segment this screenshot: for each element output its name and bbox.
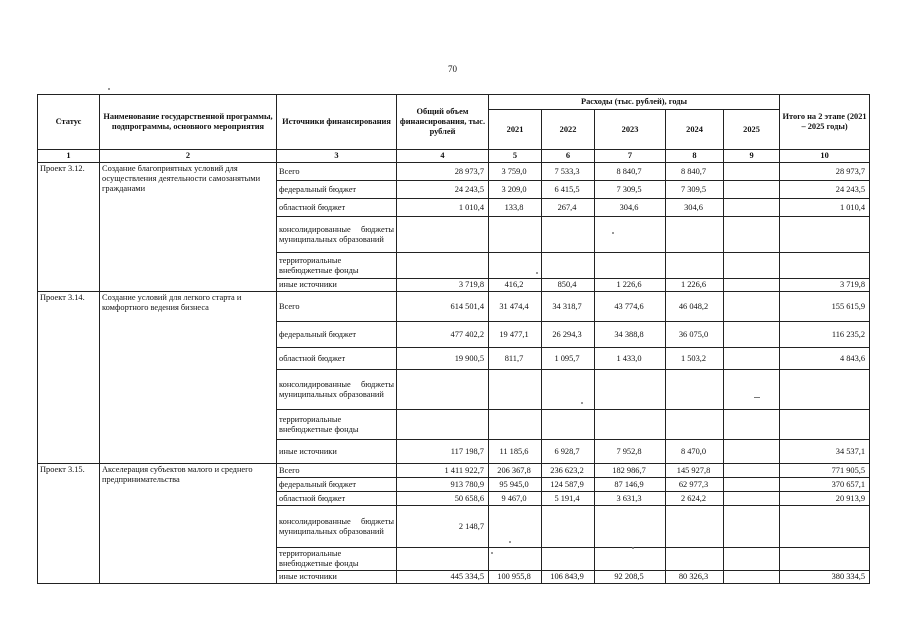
year-2023-cell: 34 388,8 <box>595 322 666 348</box>
stage-total-cell: 155 615,9 <box>780 292 870 322</box>
source-cell: консолидированные бюджеты муниципальных образований <box>277 506 397 548</box>
total-cell: 445 334,5 <box>397 571 489 584</box>
year-2023-cell <box>595 217 666 253</box>
total-cell: 1 411 922,7 <box>397 464 489 478</box>
source-cell: Всего <box>277 163 397 181</box>
year-2022-cell: 106 843,9 <box>542 571 595 584</box>
header-year: 2025 <box>724 110 780 150</box>
scan-speck <box>536 272 538 274</box>
year-2022-cell: 7 533,3 <box>542 163 595 181</box>
table-body <box>38 163 870 584</box>
header-year: 2024 <box>666 110 724 150</box>
column-number: 2 <box>100 150 277 163</box>
source-cell: федеральный бюджет <box>277 181 397 199</box>
stage-total-cell: 771 905,5 <box>780 464 870 478</box>
stage-total-cell <box>780 506 870 548</box>
year-2024-cell <box>666 217 724 253</box>
year-2024-cell: 8 840,7 <box>666 163 724 181</box>
year-2022-cell: 267,4 <box>542 199 595 217</box>
column-number: 8 <box>666 150 724 163</box>
year-2025-cell <box>724 163 780 181</box>
total-cell: 117 198,7 <box>397 440 489 464</box>
stage-total-cell <box>780 410 870 440</box>
year-2021-cell: 11 185,6 <box>489 440 542 464</box>
year-2022-cell <box>542 410 595 440</box>
total-cell <box>397 370 489 410</box>
stage-total-cell <box>780 370 870 410</box>
stage-total-cell: 3 719,8 <box>780 279 870 292</box>
total-cell: 2 148,7 <box>397 506 489 548</box>
year-2023-cell <box>595 410 666 440</box>
page-number: 70 <box>448 64 457 74</box>
year-2023-cell <box>595 253 666 279</box>
year-2023-cell: 92 208,5 <box>595 571 666 584</box>
column-number: 6 <box>542 150 595 163</box>
year-2025-cell <box>724 279 780 292</box>
header-year: 2022 <box>542 110 595 150</box>
year-2021-cell: 100 955,8 <box>489 571 542 584</box>
year-2022-cell <box>542 253 595 279</box>
column-number: 1 <box>38 150 100 163</box>
year-2025-cell <box>724 370 780 410</box>
year-2022-cell: 6 928,7 <box>542 440 595 464</box>
table-row <box>38 464 870 478</box>
column-number: 5 <box>489 150 542 163</box>
year-2024-cell <box>666 410 724 440</box>
stage-total-cell: 24 243,5 <box>780 181 870 199</box>
year-2024-cell: 62 977,3 <box>666 478 724 492</box>
source-cell: консолидированные бюджеты муниципальных образований <box>277 217 397 253</box>
year-2021-cell <box>489 410 542 440</box>
total-cell <box>397 217 489 253</box>
year-2025-cell <box>724 548 780 571</box>
year-2022-cell <box>542 506 595 548</box>
column-number: 4 <box>397 150 489 163</box>
year-2023-cell <box>595 548 666 571</box>
year-2023-cell: 1 433,0 <box>595 348 666 370</box>
year-2021-cell: 416,2 <box>489 279 542 292</box>
column-number: 3 <box>277 150 397 163</box>
year-2025-cell <box>724 440 780 464</box>
year-2024-cell: 7 309,5 <box>666 181 724 199</box>
source-cell: иные источники <box>277 279 397 292</box>
header-year: 2023 <box>595 110 666 150</box>
project-name: Создание благоприятных условий для осуществления деятельности самозанятыми гражданами <box>100 163 277 292</box>
source-cell: федеральный бюджет <box>277 322 397 348</box>
scan-speck <box>612 232 614 234</box>
year-2023-cell: 1 226,6 <box>595 279 666 292</box>
total-cell: 1 010,4 <box>397 199 489 217</box>
table-row <box>38 292 870 322</box>
year-2025-cell <box>724 217 780 253</box>
year-2021-cell: 811,7 <box>489 348 542 370</box>
column-number: 10 <box>780 150 870 163</box>
source-cell: консолидированные бюджеты муниципальных образований <box>277 370 397 410</box>
year-2025-cell <box>724 464 780 478</box>
project-status: Проект 3.12. <box>38 163 100 292</box>
stage-total-cell: 370 657,1 <box>780 478 870 492</box>
year-2021-cell: 31 474,4 <box>489 292 542 322</box>
year-2021-cell <box>489 253 542 279</box>
project-status: Проект 3.15. <box>38 464 100 584</box>
source-cell: территориальные внебюджетные фонды <box>277 253 397 279</box>
year-2024-cell <box>666 548 724 571</box>
stage-total-cell <box>780 253 870 279</box>
year-2023-cell: 7 952,8 <box>595 440 666 464</box>
stage-total-cell: 20 913,9 <box>780 492 870 506</box>
source-cell: иные источники <box>277 440 397 464</box>
year-2023-cell <box>595 506 666 548</box>
header-stage-total: Итого на 2 этапе (2021 – 2025 годы) <box>780 95 870 150</box>
total-cell: 3 719,8 <box>397 279 489 292</box>
year-2025-cell <box>724 478 780 492</box>
year-2024-cell <box>666 253 724 279</box>
scan-speck <box>581 402 583 404</box>
year-2024-cell: 304,6 <box>666 199 724 217</box>
year-2023-cell: 7 309,5 <box>595 181 666 199</box>
year-2021-cell <box>489 548 542 571</box>
scan-speck <box>632 547 634 549</box>
stage-total-cell: 34 537,1 <box>780 440 870 464</box>
year-2021-cell <box>489 370 542 410</box>
stage-total-cell: 28 973,7 <box>780 163 870 181</box>
year-2024-cell: 46 048,2 <box>666 292 724 322</box>
year-2022-cell: 236 623,2 <box>542 464 595 478</box>
total-cell: 19 900,5 <box>397 348 489 370</box>
year-2021-cell: 3 759,0 <box>489 163 542 181</box>
year-2022-cell <box>542 370 595 410</box>
project-name: Создание условий для легкого старта и комфортного ведения бизнеса <box>100 292 277 464</box>
year-2025-cell <box>724 492 780 506</box>
total-cell: 50 658,6 <box>397 492 489 506</box>
year-2025-cell <box>724 292 780 322</box>
stage-total-cell: 380 334,5 <box>780 571 870 584</box>
year-2024-cell: 1 503,2 <box>666 348 724 370</box>
financing-table <box>37 94 870 584</box>
year-2022-cell: 34 318,7 <box>542 292 595 322</box>
total-cell: 913 780,9 <box>397 478 489 492</box>
stage-total-cell: 4 843,6 <box>780 348 870 370</box>
year-2022-cell: 26 294,3 <box>542 322 595 348</box>
year-2024-cell: 1 226,6 <box>666 279 724 292</box>
year-2023-cell: 182 986,7 <box>595 464 666 478</box>
header-year: 2021 <box>489 110 542 150</box>
year-2022-cell: 850,4 <box>542 279 595 292</box>
year-2025-cell <box>724 253 780 279</box>
year-2023-cell: 43 774,6 <box>595 292 666 322</box>
year-2023-cell: 8 840,7 <box>595 163 666 181</box>
year-2022-cell <box>542 548 595 571</box>
year-2021-cell: 19 477,1 <box>489 322 542 348</box>
year-2022-cell: 5 191,4 <box>542 492 595 506</box>
year-2021-cell: 206 367,8 <box>489 464 542 478</box>
year-2025-cell <box>724 322 780 348</box>
total-cell: 614 501,4 <box>397 292 489 322</box>
source-cell: областной бюджет <box>277 199 397 217</box>
year-2024-cell: 145 927,8 <box>666 464 724 478</box>
total-cell <box>397 410 489 440</box>
source-cell: федеральный бюджет <box>277 478 397 492</box>
total-cell: 28 973,7 <box>397 163 489 181</box>
year-2024-cell: 8 470,0 <box>666 440 724 464</box>
year-2024-cell <box>666 506 724 548</box>
scan-speck <box>108 88 110 90</box>
source-cell: Всего <box>277 292 397 322</box>
source-cell: областной бюджет <box>277 492 397 506</box>
source-cell: Всего <box>277 464 397 478</box>
header-status: Статус <box>38 95 100 150</box>
stage-total-cell: 1 010,4 <box>780 199 870 217</box>
year-2022-cell: 6 415,5 <box>542 181 595 199</box>
year-2025-cell <box>724 506 780 548</box>
year-2022-cell: 124 587,9 <box>542 478 595 492</box>
year-2025-cell <box>724 410 780 440</box>
stage-total-cell <box>780 548 870 571</box>
year-2024-cell: 80 326,3 <box>666 571 724 584</box>
stage-total-cell <box>780 217 870 253</box>
year-2022-cell <box>542 217 595 253</box>
total-cell <box>397 253 489 279</box>
source-cell: территориальные внебюджетные фонды <box>277 410 397 440</box>
year-2021-cell <box>489 217 542 253</box>
year-2025-cell <box>724 199 780 217</box>
total-cell: 24 243,5 <box>397 181 489 199</box>
year-2025-cell <box>724 571 780 584</box>
header-sources: Источники финансирования <box>277 95 397 150</box>
year-2021-cell: 95 945,0 <box>489 478 542 492</box>
total-cell <box>397 548 489 571</box>
scan-speck <box>509 541 511 543</box>
year-2022-cell: 1 095,7 <box>542 348 595 370</box>
year-2023-cell: 87 146,9 <box>595 478 666 492</box>
column-number: 7 <box>595 150 666 163</box>
scan-speck <box>754 397 760 398</box>
source-cell: территориальные внебюджетные фонды <box>277 548 397 571</box>
year-2024-cell <box>666 370 724 410</box>
year-2023-cell: 304,6 <box>595 199 666 217</box>
source-cell: областной бюджет <box>277 348 397 370</box>
year-2024-cell: 36 075,0 <box>666 322 724 348</box>
year-2023-cell <box>595 370 666 410</box>
source-cell: иные источники <box>277 571 397 584</box>
year-2023-cell: 3 631,3 <box>595 492 666 506</box>
year-2021-cell: 3 209,0 <box>489 181 542 199</box>
year-2025-cell <box>724 181 780 199</box>
project-status: Проект 3.14. <box>38 292 100 464</box>
header-name: Наименование государственной программы, подпрограммы, основного мероприятия <box>100 95 277 150</box>
year-2024-cell: 2 624,2 <box>666 492 724 506</box>
year-2025-cell <box>724 348 780 370</box>
year-2021-cell: 133,8 <box>489 199 542 217</box>
total-cell: 477 402,2 <box>397 322 489 348</box>
project-name: Акселерация субъектов малого и среднего предпринимательства <box>100 464 277 584</box>
scan-speck <box>491 552 493 554</box>
header-total: Общий объем финансирования, тыс. рублей <box>397 95 489 150</box>
column-number: 9 <box>724 150 780 163</box>
year-2021-cell <box>489 506 542 548</box>
table-row <box>38 163 870 181</box>
header-expenses: Расходы (тыс. рублей), годы <box>489 95 780 110</box>
stage-total-cell: 116 235,2 <box>780 322 870 348</box>
year-2021-cell: 9 467,0 <box>489 492 542 506</box>
